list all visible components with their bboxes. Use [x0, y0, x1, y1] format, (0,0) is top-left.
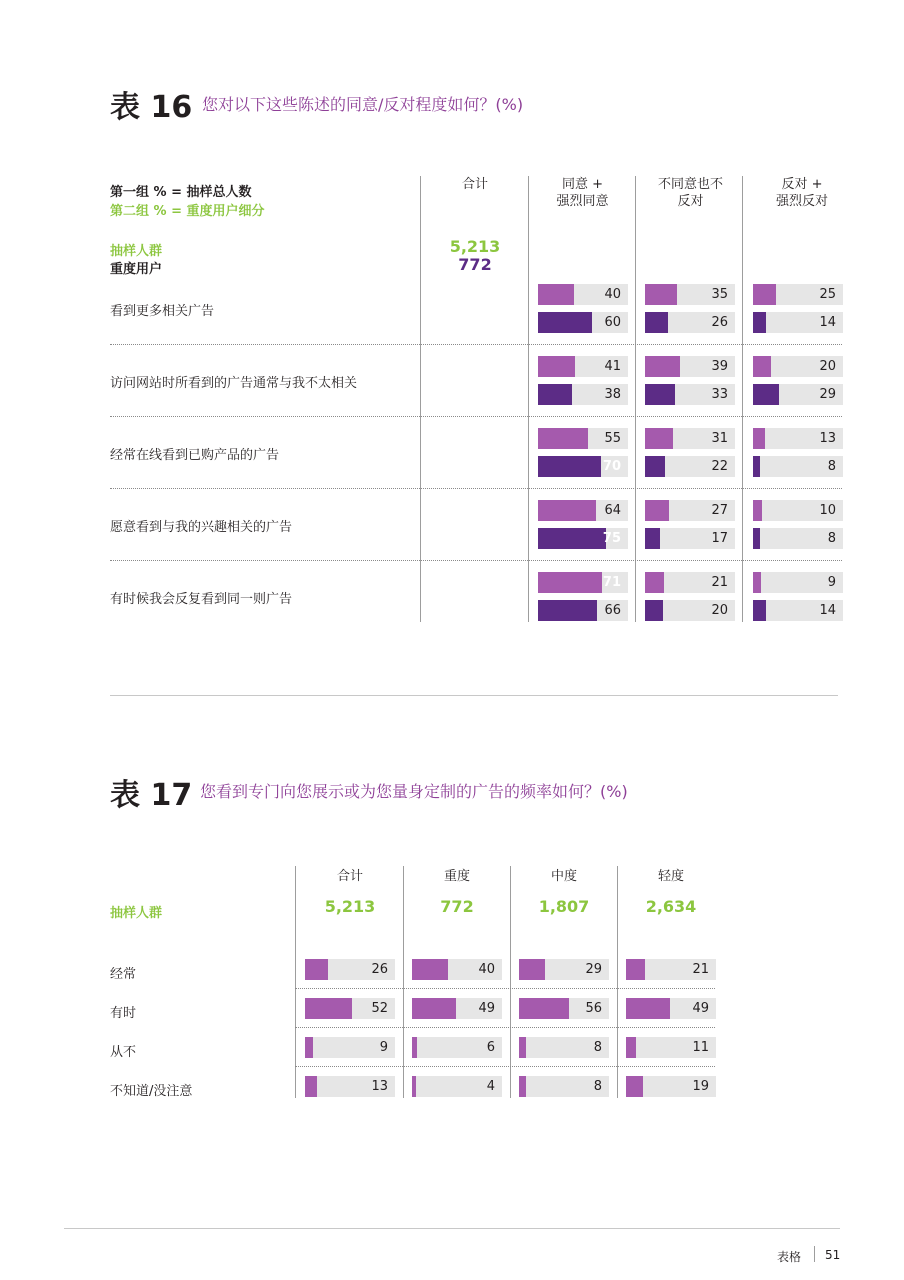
- sample-label: 抽样人群: [110, 244, 163, 259]
- bar-value: 39: [711, 359, 728, 374]
- bar-track: [412, 1037, 502, 1058]
- col-header-disagree: 反对 + 强烈反对: [775, 177, 828, 209]
- bar-value: 11: [692, 1040, 709, 1055]
- row-separator: [110, 416, 842, 417]
- col-sample-n: 1,807: [538, 897, 590, 916]
- bar-fill: [305, 1037, 313, 1058]
- bar-fill: [519, 998, 569, 1019]
- bar-track: [753, 572, 843, 593]
- table-17-title: 表 17: [110, 778, 193, 813]
- bar-fill: [645, 600, 663, 621]
- bar-value: 9: [379, 1040, 388, 1055]
- table-16-title: 表 16: [110, 90, 193, 125]
- bar-fill: [626, 1037, 636, 1058]
- bar-value: 71: [602, 575, 621, 590]
- bar-value: 13: [371, 1079, 388, 1094]
- bar-fill: [538, 384, 572, 405]
- bar-value: 27: [711, 503, 728, 518]
- bar-value: 8: [827, 459, 836, 474]
- bar-track: [412, 998, 502, 1019]
- heavy-label: 重度用户: [110, 262, 163, 277]
- bar-value: 8: [593, 1079, 602, 1094]
- bar-track: [645, 428, 735, 449]
- t17-sample-label: 抽样人群: [110, 906, 163, 921]
- row-separator: [110, 344, 842, 345]
- bar-fill: [538, 284, 574, 305]
- bar-value: 49: [478, 1001, 495, 1016]
- bar-fill: [753, 600, 766, 621]
- bar-value: 66: [604, 603, 621, 618]
- bar-fill: [538, 528, 606, 549]
- bar-track: [645, 528, 735, 549]
- bar-fill: [645, 428, 673, 449]
- bar-value: 19: [692, 1079, 709, 1094]
- bar-fill: [645, 312, 668, 333]
- heavy-n: 772: [458, 255, 492, 274]
- bar-fill: [753, 528, 760, 549]
- bar-fill: [645, 356, 680, 377]
- bar-track: [538, 428, 628, 449]
- statement-label: 访问网站时所看到的广告通常与我不太相关: [110, 376, 358, 391]
- row-separator: [295, 1066, 715, 1067]
- bar-fill: [305, 998, 352, 1019]
- bar-track: [645, 500, 735, 521]
- bar-value: 14: [819, 315, 836, 330]
- bar-value: 22: [711, 459, 728, 474]
- bar-value: 33: [711, 387, 728, 402]
- sample-n: 5,213: [449, 237, 501, 256]
- bar-fill: [753, 572, 761, 593]
- statement-label: 看到更多相关广告: [110, 304, 215, 319]
- bar-fill: [538, 428, 588, 449]
- table-16-question: 您对以下这些陈述的同意/反对程度如何？(%): [202, 95, 524, 114]
- table-17-question: 您看到专门向您展示或为您量身定制的广告的频率如何？(%): [200, 782, 628, 801]
- bar-fill: [305, 1076, 317, 1097]
- bar-fill: [412, 959, 448, 980]
- bar-fill: [753, 428, 765, 449]
- bar-track: [645, 356, 735, 377]
- footer-rule: [64, 1228, 840, 1229]
- bar-track: [538, 456, 628, 477]
- bar-value: 10: [819, 503, 836, 518]
- bar-track: [626, 998, 716, 1019]
- bar-track: [645, 284, 735, 305]
- bar-fill: [753, 312, 766, 333]
- bar-track: [753, 528, 843, 549]
- bar-value: 64: [604, 503, 621, 518]
- col-sample-n: 772: [440, 897, 474, 916]
- bar-track: [753, 284, 843, 305]
- bar-value: 38: [604, 387, 621, 402]
- bar-fill: [626, 998, 670, 1019]
- bar-track: [753, 456, 843, 477]
- bar-fill: [412, 1037, 417, 1058]
- statement-label: 愿意看到与我的兴趣相关的广告: [110, 520, 293, 535]
- col-header: 重度: [443, 869, 470, 884]
- bar-value: 20: [819, 359, 836, 374]
- bar-value: 49: [692, 1001, 709, 1016]
- bar-fill: [519, 1037, 526, 1058]
- bar-track: [626, 1076, 716, 1097]
- bar-fill: [412, 998, 456, 1019]
- bar-track: [519, 1037, 609, 1058]
- divider: [742, 176, 743, 622]
- row-separator: [110, 488, 842, 489]
- col-header-neutral: 不同意也不 反对: [657, 177, 723, 209]
- bar-track: [538, 572, 628, 593]
- bar-fill: [626, 959, 645, 980]
- footer-divider: [814, 1246, 815, 1262]
- bar-track: [753, 384, 843, 405]
- bar-value: 41: [604, 359, 621, 374]
- bar-fill: [645, 528, 660, 549]
- bar-track: [519, 998, 609, 1019]
- divider: [617, 866, 618, 1098]
- divider: [635, 176, 636, 622]
- bar-value: 29: [585, 962, 602, 977]
- bar-fill: [538, 312, 592, 333]
- bar-value: 52: [371, 1001, 388, 1016]
- bar-value: 13: [819, 431, 836, 446]
- frequency-label: 不知道/没注意: [110, 1084, 193, 1099]
- col-sample-n: 2,634: [645, 897, 697, 916]
- bar-fill: [538, 456, 601, 477]
- bar-fill: [626, 1076, 643, 1097]
- bar-track: [519, 1076, 609, 1097]
- bar-track: [753, 356, 843, 377]
- bar-track: [645, 384, 735, 405]
- bar-fill: [645, 500, 669, 521]
- bar-value: 26: [371, 962, 388, 977]
- bar-fill: [519, 959, 545, 980]
- bar-value: 25: [819, 287, 836, 302]
- bar-track: [753, 500, 843, 521]
- bar-fill: [645, 572, 664, 593]
- bar-value: 9: [827, 575, 836, 590]
- bar-value: 6: [486, 1040, 495, 1055]
- bar-track: [538, 600, 628, 621]
- bar-track: [645, 600, 735, 621]
- statement-label: 有时候我会反复看到同一则广告: [110, 592, 293, 607]
- bar-value: 8: [593, 1040, 602, 1055]
- divider: [295, 866, 296, 1098]
- bar-track: [626, 959, 716, 980]
- col-header: 轻度: [657, 869, 684, 884]
- bar-value: 40: [604, 287, 621, 302]
- bar-track: [305, 1076, 395, 1097]
- bar-fill: [538, 600, 597, 621]
- bar-value: 60: [604, 315, 621, 330]
- bar-value: 26: [711, 315, 728, 330]
- divider: [403, 866, 404, 1098]
- frequency-label: 经常: [110, 967, 137, 982]
- bar-fill: [538, 572, 602, 593]
- bar-value: 20: [711, 603, 728, 618]
- bar-value: 70: [602, 459, 621, 474]
- bar-track: [412, 1076, 502, 1097]
- section-divider: [110, 695, 838, 696]
- bar-fill: [753, 284, 776, 305]
- bar-value: 75: [602, 531, 621, 546]
- frequency-label: 有时: [110, 1006, 137, 1021]
- bar-value: 8: [827, 531, 836, 546]
- bar-value: 31: [711, 431, 728, 446]
- bar-track: [538, 528, 628, 549]
- legend-group1: 第一组 % = 抽样总人数: [110, 185, 252, 200]
- bar-track: [626, 1037, 716, 1058]
- bar-fill: [412, 1076, 416, 1097]
- bar-fill: [753, 356, 771, 377]
- bar-track: [305, 1037, 395, 1058]
- row-separator: [295, 1027, 715, 1028]
- col-header-total: 合计: [461, 177, 488, 192]
- bar-track: [412, 959, 502, 980]
- bar-value: 29: [819, 387, 836, 402]
- col-header: 合计: [336, 869, 363, 884]
- bar-track: [538, 384, 628, 405]
- bar-track: [305, 998, 395, 1019]
- bar-track: [538, 312, 628, 333]
- bar-track: [305, 959, 395, 980]
- bar-fill: [753, 384, 779, 405]
- bar-fill: [753, 456, 760, 477]
- bar-fill: [645, 456, 665, 477]
- bar-track: [519, 959, 609, 980]
- bar-value: 21: [692, 962, 709, 977]
- divider: [510, 866, 511, 1098]
- bar-fill: [538, 500, 596, 521]
- bar-fill: [645, 284, 677, 305]
- bar-track: [753, 312, 843, 333]
- bar-fill: [645, 384, 675, 405]
- bar-track: [753, 600, 843, 621]
- statement-label: 经常在线看到已购产品的广告: [110, 448, 280, 463]
- bar-track: [538, 284, 628, 305]
- bar-value: 4: [486, 1079, 495, 1094]
- row-separator: [110, 560, 842, 561]
- col-header-agree: 同意 + 强烈同意: [556, 177, 609, 209]
- page-number: 51: [825, 1248, 841, 1262]
- row-separator: [295, 988, 715, 989]
- bar-track: [538, 500, 628, 521]
- footer-section: 表格: [777, 1250, 802, 1264]
- legend-group2: 第二组 % = 重度用户细分: [110, 204, 265, 219]
- bar-fill: [753, 500, 762, 521]
- col-header: 中度: [550, 869, 577, 884]
- bar-value: 21: [711, 575, 728, 590]
- bar-track: [645, 572, 735, 593]
- frequency-label: 从不: [110, 1045, 137, 1060]
- bar-track: [645, 456, 735, 477]
- bar-value: 35: [711, 287, 728, 302]
- bar-fill: [519, 1076, 526, 1097]
- col-sample-n: 5,213: [324, 897, 376, 916]
- bar-fill: [538, 356, 575, 377]
- bar-value: 55: [604, 431, 621, 446]
- bar-track: [538, 356, 628, 377]
- bar-track: [645, 312, 735, 333]
- divider: [420, 176, 421, 622]
- bar-value: 56: [585, 1001, 602, 1016]
- bar-value: 14: [819, 603, 836, 618]
- bar-fill: [305, 959, 328, 980]
- bar-value: 40: [478, 962, 495, 977]
- bar-value: 17: [711, 531, 728, 546]
- bar-track: [753, 428, 843, 449]
- divider: [528, 176, 529, 622]
